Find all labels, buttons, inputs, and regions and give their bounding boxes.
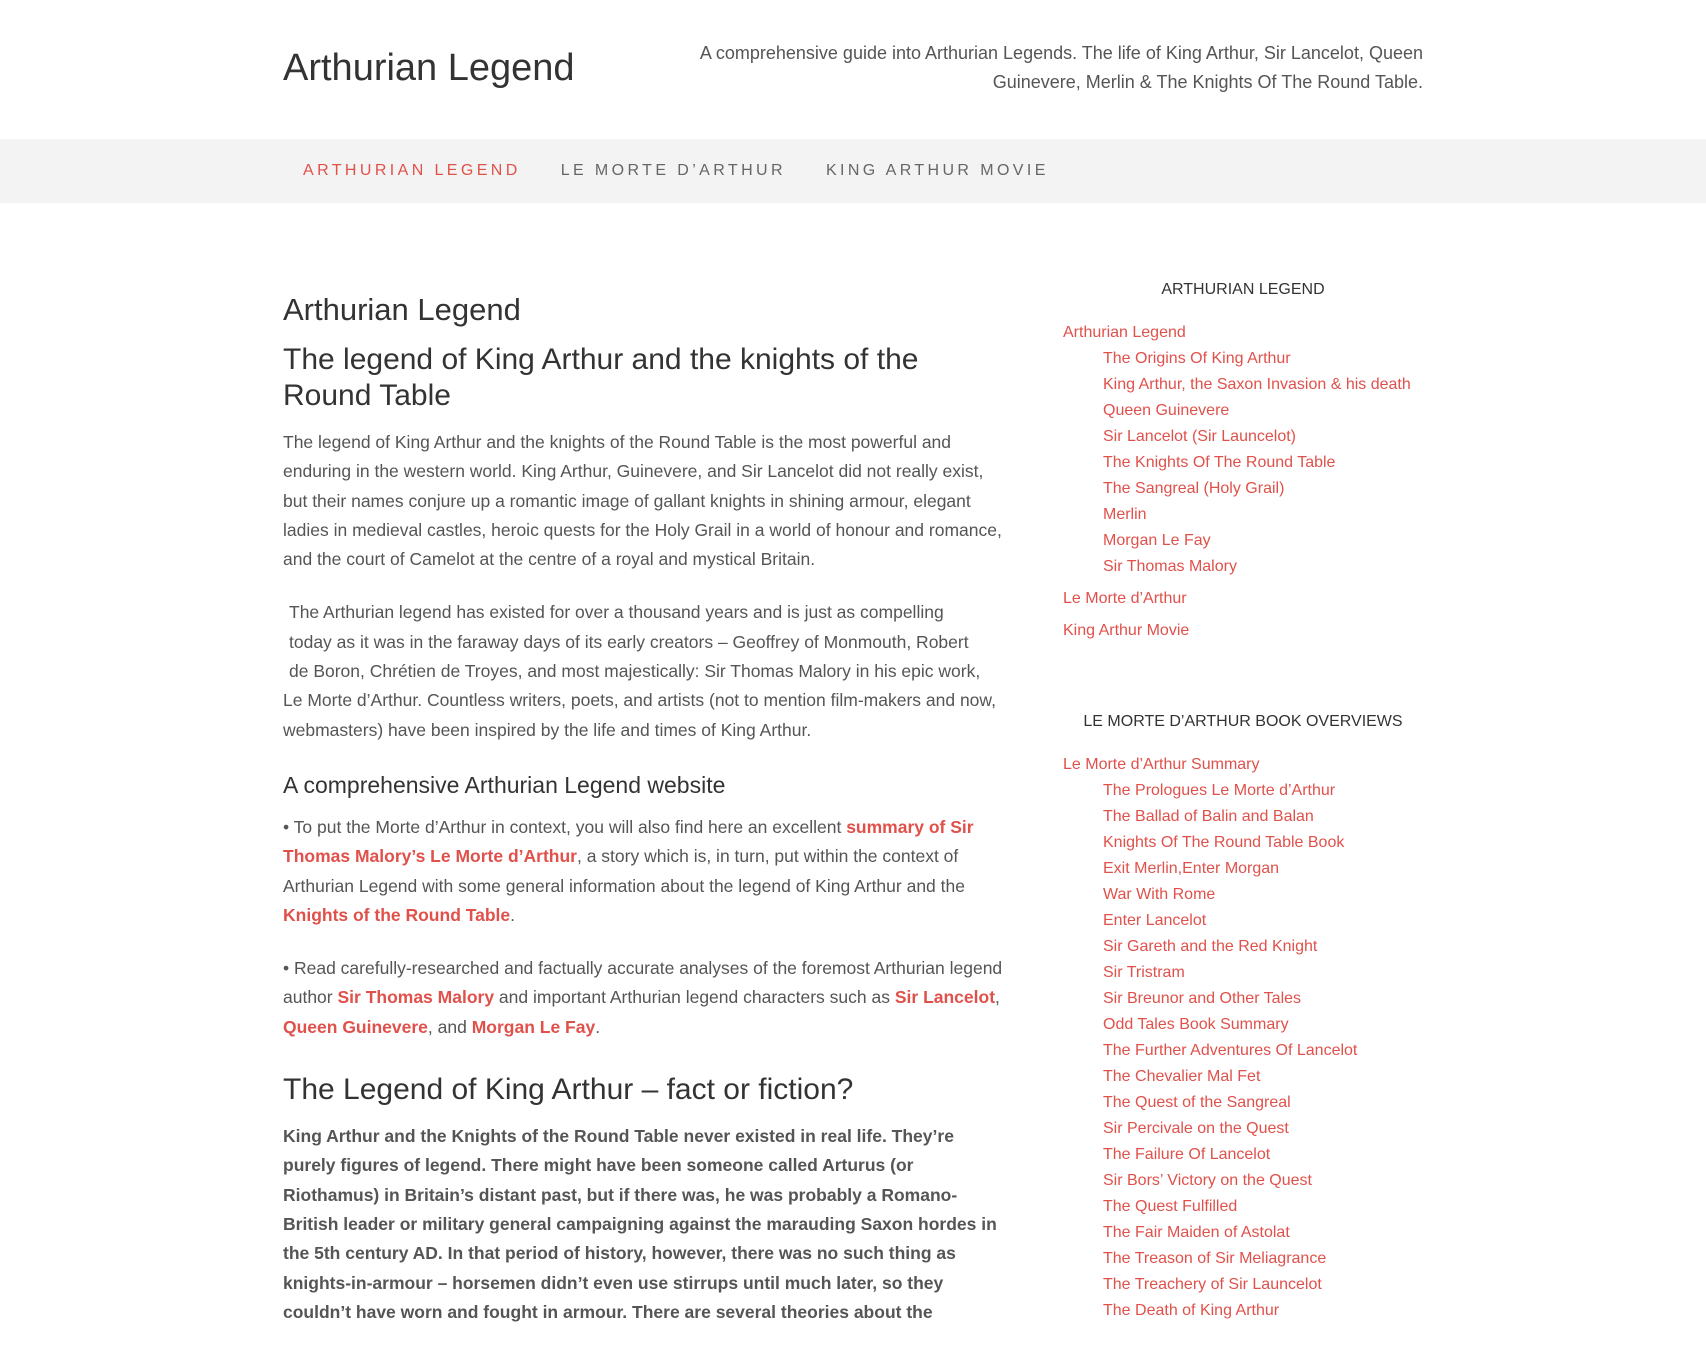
list-item	[1063, 830, 1423, 856]
history-line-3: de Boron, Chrétien de Troyes, and most majestically: Sir Thomas Malory in his epic work,	[289, 661, 981, 682]
site-title[interactable]: Arthurian Legend	[283, 47, 575, 89]
list-item	[1063, 934, 1423, 960]
sidebar-link[interactable]: The Prologues Le Morte d’Arthur	[1103, 782, 1336, 799]
sidebar-link[interactable]: The Death of King Arthur	[1103, 1302, 1280, 1319]
sidebar-link[interactable]: Sir Lancelot (Sir Launcelot)	[1103, 428, 1296, 445]
fact-fiction-heading: The Legend of King Arthur – fact or fiction?	[283, 1073, 854, 1107]
history-paragraph	[283, 598, 1003, 744]
sidebar-link-king-arthur-movie[interactable]: King Arthur Movie	[1063, 622, 1190, 639]
widget-title-arthurian-legend: ARTHURIAN LEGEND	[1161, 281, 1325, 298]
nav-link-king-arthur-movie[interactable]: KING ARTHUR MOVIE	[825, 162, 1049, 179]
main-navigation	[0, 139, 1706, 203]
nav-menu	[283, 139, 1069, 203]
nav-link-arthurian-legend[interactable]: ARTHURIAN LEGEND	[303, 162, 521, 179]
list-item	[1063, 1038, 1423, 1064]
list-item	[1063, 804, 1423, 830]
list-item	[1063, 554, 1423, 580]
analyses-text-pre: • Read carefully-researched and factually accurate analyses of the foremost Arthurian legend author	[283, 958, 1003, 1008]
sidebar-link[interactable]: Queen Guinevere	[1103, 402, 1230, 419]
analyses-end: .	[595, 1016, 601, 1037]
sidebar-link[interactable]: Sir Thomas Malory	[1103, 558, 1237, 575]
list-item	[1063, 960, 1423, 986]
site-description: A comprehensive guide into Arthurian Legends. The life of King Arthur, Sir Lancelot, Queen Guinevere, Merlin & The Knights Of The Round Table.	[699, 43, 1423, 92]
list-item	[1063, 1298, 1423, 1324]
list-item	[1063, 398, 1423, 424]
sidebar-link[interactable]: The Origins Of King Arthur	[1103, 350, 1291, 367]
list-item	[1063, 586, 1423, 612]
sidebar-link[interactable]: King Arthur, the Saxon Invasion & his death	[1103, 376, 1411, 393]
list-item	[1063, 618, 1423, 644]
list-item	[1063, 346, 1423, 372]
sidebar	[1063, 276, 1423, 1324]
list-item	[1063, 1142, 1423, 1168]
sidebar-link[interactable]: Odd Tales Book Summary	[1103, 1016, 1289, 1033]
page-title: Arthurian Legend	[283, 292, 521, 327]
knights-round-table-link[interactable]: Knights of the Round Table	[283, 904, 511, 925]
sidebar-link-le-morte-darthur[interactable]: Le Morte d’Arthur	[1063, 590, 1187, 607]
list-item	[1063, 1090, 1423, 1116]
nav-item-arthurian-legend	[283, 139, 541, 203]
sidebar-link[interactable]: The Quest Fulfilled	[1103, 1198, 1238, 1215]
sir-lancelot-link[interactable]: Sir Lancelot	[894, 987, 996, 1008]
sidebar-link[interactable]: War With Rome	[1103, 886, 1216, 903]
list-item	[1063, 1220, 1423, 1246]
sidebar-link[interactable]: Exit Merlin,Enter Morgan	[1103, 860, 1280, 877]
sidebar-link[interactable]: Sir Breunor and Other Tales	[1103, 990, 1302, 1007]
sidebar-link[interactable]: The Ballad of Balin and Balan	[1103, 808, 1314, 825]
sir-thomas-malory-link[interactable]: Sir Thomas Malory	[337, 987, 495, 1008]
analyses-text-mid: and important Arthurian legend characters such as	[494, 987, 895, 1008]
widget-book-overviews	[1063, 708, 1423, 1324]
website-heading: A comprehensive Arthurian Legend website	[283, 771, 726, 798]
analyses-comma: ,	[995, 987, 1000, 1008]
sidebar-link[interactable]: Knights Of The Round Table Book	[1103, 834, 1345, 851]
widget-arthurian-legend	[1063, 276, 1423, 644]
list-item	[1063, 1168, 1423, 1194]
nav-item-king-arthur-movie	[806, 139, 1069, 203]
list-item	[1063, 1064, 1423, 1090]
sidebar-link[interactable]: Morgan Le Fay	[1103, 532, 1211, 549]
sidebar-link[interactable]: Sir Percivale on the Quest	[1103, 1120, 1289, 1137]
list-item	[1063, 1116, 1423, 1142]
list-item	[1063, 528, 1423, 554]
fact-fiction-paragraph: King Arthur and the Knights of the Round Table never existed in real life. They’re purely figures of legend. There might have been someone called Arturus (or Riothamus) in Britain’s distant past, but if there was, he was probably a Romano-British leader or military general campaigning against the marauding Saxon hordes in the 5th century AD. In that period of history, however, there was no such thing as knights-in-armour – horsemen didn’t even use stirrups until much later, so they couldn’t have worn and fought in armour. There are several theories about the	[283, 1126, 997, 1322]
analyses-paragraph	[283, 954, 1003, 1042]
history-line-1: The Arthurian legend has existed for over a thousand years and is just as compelling	[289, 602, 944, 623]
sidebar-link[interactable]: Sir Tristram	[1103, 964, 1185, 981]
sidebar-link[interactable]: Sir Gareth and the Red Knight	[1103, 938, 1318, 955]
nav-item-le-morte-darthur	[541, 139, 806, 203]
list-item	[1063, 778, 1423, 804]
sidebar-link[interactable]: The Chevalier Mal Fet	[1103, 1068, 1261, 1085]
sidebar-link[interactable]: The Fair Maiden of Astolat	[1103, 1224, 1290, 1241]
sidebar-link[interactable]: The Failure Of Lancelot	[1103, 1146, 1271, 1163]
list-item	[1063, 1246, 1423, 1272]
context-paragraph	[283, 813, 1003, 930]
malory-summary-link[interactable]: summary of Sir Thomas Malory’s Le Morte d’Arthur	[283, 816, 974, 867]
sidebar-link[interactable]: The Sangreal (Holy Grail)	[1103, 480, 1285, 497]
nav-link-le-morte-darthur[interactable]: LE MORTE D’ARTHUR	[560, 162, 786, 179]
list-item	[1063, 856, 1423, 882]
sidebar-link-arthurian-legend[interactable]: Arthurian Legend	[1063, 324, 1186, 341]
sidebar-link[interactable]: The Quest of the Sangreal	[1103, 1094, 1291, 1111]
analyses-and: , and	[427, 1016, 472, 1037]
history-rest: Le Morte d’Arthur. Countless writers, poets, and artists (not to mention film-makers and now, webmasters) have been inspired by the life and times of King Arthur.	[283, 690, 996, 740]
arthurian-legend-list	[1063, 320, 1423, 644]
context-text-pre: • To put the Morte d’Arthur in context, you will also find here an excellent	[283, 816, 847, 837]
intro-paragraph: The legend of King Arthur and the knights of the Round Table is the most powerful and enduring in the western world. King Arthur, Guinevere, and Sir Lancelot did not really exist, but their names conjure up a romantic image of gallant knights in shining armour, elegant ladies in medieval castles, heroic quests for the Holy Grail in a world of honour and romance, and the court of Camelot at the centre of a royal and mystical Britain.	[283, 432, 1002, 570]
list-item	[1063, 320, 1423, 346]
list-item	[1063, 986, 1423, 1012]
list-item	[1063, 882, 1423, 908]
list-item	[1063, 1194, 1423, 1220]
sidebar-link[interactable]: The Further Adventures Of Lancelot	[1103, 1042, 1358, 1059]
sidebar-link[interactable]: The Treason of Sir Meliagrance	[1103, 1250, 1327, 1267]
widget-title-book-overviews: LE MORTE D’ARTHUR BOOK OVERVIEWS	[1083, 713, 1403, 730]
intro-heading: The legend of King Arthur and the knights of the Round Table	[283, 343, 919, 412]
list-item	[1063, 372, 1423, 398]
sidebar-link-morte-summary[interactable]: Le Morte d’Arthur Summary	[1063, 756, 1260, 773]
queen-guinevere-link[interactable]: Queen Guinevere	[283, 1016, 428, 1037]
book-overviews-list	[1063, 752, 1423, 1324]
list-item	[1063, 424, 1423, 450]
list-item	[1063, 1012, 1423, 1038]
list-item	[1063, 476, 1423, 502]
history-line-2: today as it was in the faraway days of its early creators – Geoffrey of Monmouth, Robert	[289, 631, 969, 652]
sidebar-link[interactable]: Sir Bors’ Victory on the Quest	[1103, 1172, 1312, 1189]
context-text-mid: , a story which is, in turn, put within the context of Arthurian Legend with some general information about the legend of King Arthur and the	[283, 846, 965, 896]
list-item	[1063, 752, 1423, 778]
sidebar-link[interactable]: The Knights Of The Round Table	[1103, 454, 1336, 471]
morgan-le-fay-link[interactable]: Morgan Le Fay	[471, 1016, 596, 1037]
list-item	[1063, 908, 1423, 934]
context-text-end: .	[510, 904, 516, 925]
list-item	[1063, 502, 1423, 528]
sidebar-link[interactable]: The Treachery of Sir Launcelot	[1103, 1276, 1322, 1293]
list-item	[1063, 450, 1423, 476]
site-header	[0, 0, 1706, 139]
list-item	[1063, 1272, 1423, 1298]
sidebar-link[interactable]: Enter Lancelot	[1103, 912, 1207, 929]
sidebar-link[interactable]: Merlin	[1103, 506, 1147, 523]
main-content	[283, 288, 1003, 1351]
